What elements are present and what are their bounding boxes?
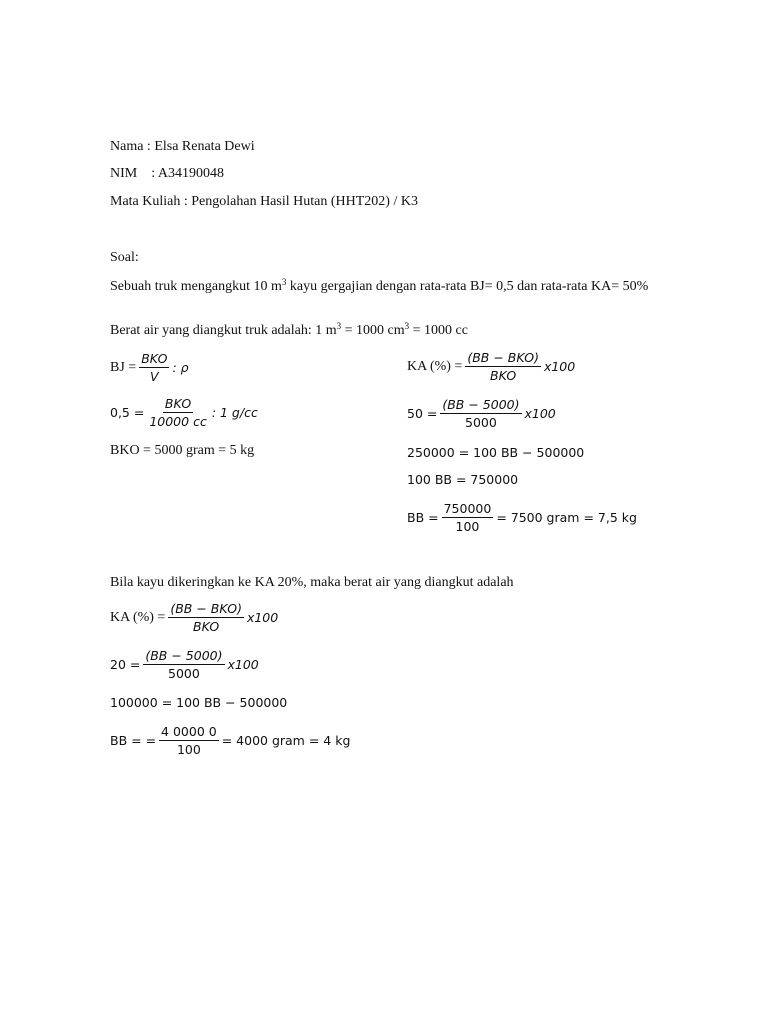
bb2-lhs: BB = = — [110, 733, 157, 748]
eq50-numerator: (BB − 5000) — [442, 397, 520, 412]
eq20-rhs: x100 — [227, 657, 259, 672]
problem-text-post: kayu gergajian dengan rata-rata BJ= 0,5 dan rata-rata KA= 50% — [286, 279, 649, 294]
ka-fraction — [465, 350, 541, 383]
eq2-numerator: BKO — [164, 396, 192, 411]
bj-fraction — [139, 351, 169, 384]
ka-lhs: KA (%) = — [407, 358, 463, 374]
ka-denominator: BKO — [490, 368, 517, 383]
ka-formula-2 — [110, 601, 278, 634]
bb-100-line: 100 BB = 750000 — [407, 472, 519, 487]
problem-statement — [110, 278, 650, 295]
bb-numerator: 750000 — [443, 501, 492, 516]
ka-50-equation — [407, 397, 556, 430]
berat-post: = 1000 cc — [409, 323, 468, 338]
bj-denominator: V — [150, 369, 159, 384]
ka2-lhs: KA (%) = — [110, 609, 166, 625]
ka2-denominator: BKO — [193, 619, 220, 634]
problem-text-pre: Sebuah truk mengangkut 10 m — [110, 279, 282, 294]
ka-formula — [407, 350, 575, 383]
berat-pre: Berat air yang diangkut truk adalah: 1 m — [110, 323, 337, 338]
course-name: Mata Kuliah : Pengolahan Hasil Hutan (HHT202) / K3 — [110, 194, 418, 209]
bj-equation — [110, 351, 189, 384]
berat-exp-1: 3 — [336, 321, 342, 331]
water-weight-statement — [110, 323, 468, 339]
bb-equation-line-2: 100000 = 100 BB − 500000 — [110, 695, 288, 710]
ka-20-equation — [110, 648, 259, 681]
bb-result-equation-2 — [110, 724, 350, 757]
student-name: Nama : Elsa Renata Dewi — [110, 139, 255, 154]
drying-question: Bila kayu dikeringkan ke KA 20%, maka berat air yang diangkut adalah — [110, 575, 514, 590]
eq2-lhs: 0,5 = — [110, 405, 145, 420]
student-nim: NIM : A34190048 — [110, 166, 224, 181]
eq2-denominator: 10000 cc — [149, 414, 207, 429]
berat-exp-2: 3 — [404, 321, 410, 331]
ka2-fraction — [168, 601, 244, 634]
eq20-fraction — [143, 648, 224, 681]
eq20-denominator: 5000 — [168, 666, 200, 681]
bj-rhs: : ρ — [172, 360, 189, 375]
eq50-fraction — [440, 397, 521, 430]
ka2-rhs: x100 — [246, 610, 279, 625]
eq50-rhs: x100 — [524, 406, 556, 421]
bj-lhs: BJ = — [110, 359, 137, 375]
bb-denominator: 100 — [455, 519, 480, 534]
eq2-fraction — [147, 396, 208, 429]
bb2-numerator: 4 0000 0 — [161, 724, 217, 739]
bb2-denominator: 100 — [176, 742, 201, 757]
bb-result-equation — [407, 501, 637, 534]
bb-rhs: = 7500 gram = 7,5 kg — [496, 510, 637, 525]
bko-result: BKO = 5000 gram = 5 kg — [110, 443, 255, 458]
berat-mid: = 1000 cm — [341, 323, 405, 338]
eq50-lhs: 50 = — [407, 406, 438, 421]
bb2-rhs: = 4000 gram = 4 kg — [221, 733, 351, 748]
eq50-denominator: 5000 — [465, 415, 497, 430]
bb-fraction — [442, 501, 494, 534]
bb2-fraction — [159, 724, 219, 757]
ka2-numerator: (BB − BKO) — [170, 601, 242, 616]
eq20-lhs: 20 = — [110, 657, 141, 672]
eq20-numerator: (BB − 5000) — [145, 648, 223, 663]
soal-label: Soal: — [110, 250, 139, 265]
bb-equation-line: 250000 = 100 BB − 500000 — [407, 445, 585, 460]
problem-exponent: 3 — [281, 277, 287, 287]
bj-numerator: BKO — [141, 351, 168, 366]
ka-rhs: x100 — [543, 359, 576, 374]
eq2-rhs: : 1 g/cc — [211, 405, 258, 420]
bj-substitution-equation — [110, 396, 258, 429]
ka-numerator: (BB − BKO) — [467, 350, 539, 365]
bb-lhs: BB = — [407, 510, 439, 525]
